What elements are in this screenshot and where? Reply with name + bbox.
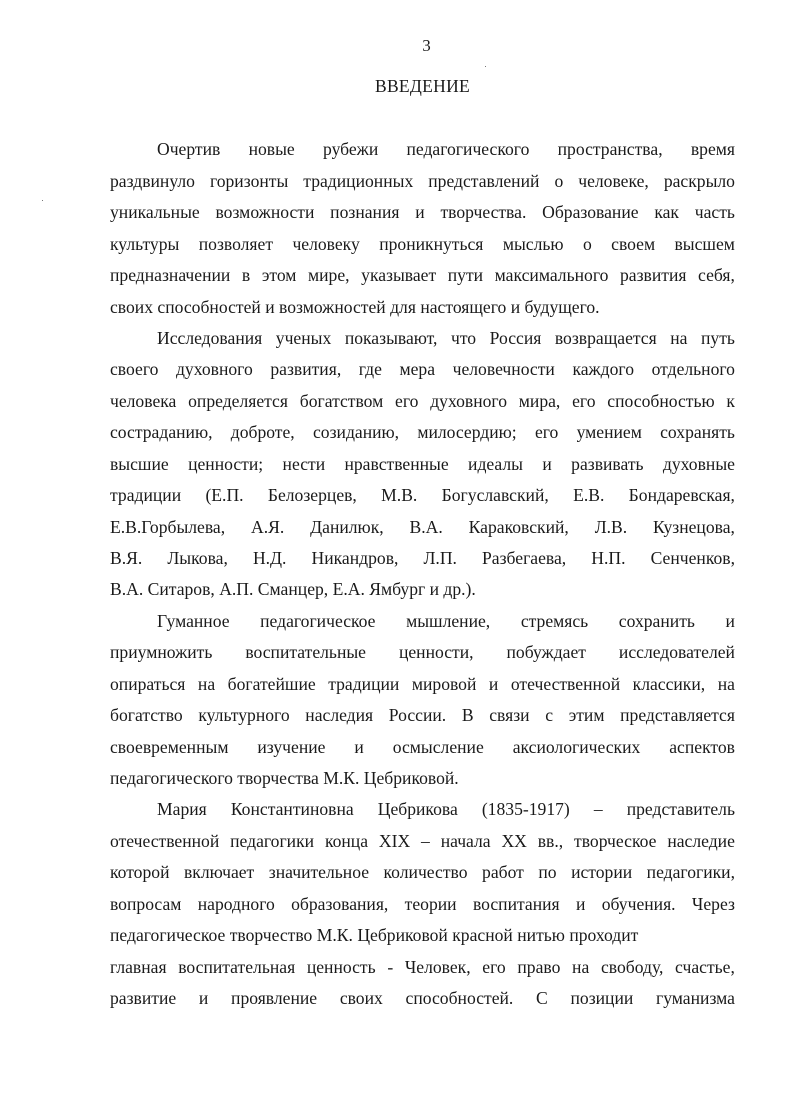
word: своих <box>339 988 383 1008</box>
word: себя, <box>698 265 735 285</box>
word: педагогического <box>406 139 530 159</box>
word: традиционных <box>303 171 414 191</box>
word: Л.П. <box>423 548 457 568</box>
text-line <box>110 956 735 978</box>
word: педагогическое <box>260 611 376 631</box>
word: (1835-1917) <box>481 799 570 819</box>
word: познания <box>330 202 400 222</box>
word: Л.В. <box>594 517 628 537</box>
word: творчества. <box>440 202 527 222</box>
word: педагогики <box>230 831 315 851</box>
word: доброте, <box>230 422 295 442</box>
text-line: педагогическое творчество М.К. Цебриковой красной нитью проходит <box>110 925 639 945</box>
word: каждого <box>572 359 635 379</box>
word: человечности <box>452 359 555 379</box>
text-line <box>110 641 735 663</box>
word: проникнуться <box>379 234 484 254</box>
scan-speck <box>485 66 486 67</box>
word: позиции <box>570 988 634 1008</box>
word: Никандров, <box>311 548 399 568</box>
word: что <box>450 328 477 348</box>
word: традиции <box>110 485 182 505</box>
word: и <box>415 202 425 222</box>
word: своего <box>110 359 159 379</box>
word: Белозерцев, <box>267 485 357 505</box>
word: своем <box>611 234 656 254</box>
word: Разбегаева, <box>482 548 567 568</box>
text-line <box>110 170 735 192</box>
word: конца <box>324 831 369 851</box>
word: состраданию, <box>110 422 213 442</box>
word: вв., <box>537 831 564 851</box>
word: показывают, <box>344 328 438 348</box>
word: вопросам <box>110 894 182 914</box>
word: возможности <box>215 202 315 222</box>
text-line <box>110 201 735 223</box>
word: А.Я. <box>251 517 285 537</box>
word: этим <box>568 705 605 725</box>
text-line: педагогического творчества М.К. Цебриковой. <box>110 768 459 788</box>
text-line <box>157 610 735 632</box>
word: исследователей <box>618 642 735 662</box>
word: время <box>690 139 735 159</box>
page-title: ВВЕДЕНИЕ <box>374 76 471 96</box>
word: Человек, <box>404 957 471 977</box>
text-line <box>110 547 735 569</box>
word: изучение <box>257 737 326 757</box>
word: мышление, <box>406 611 491 631</box>
word: Цебрикова <box>377 799 458 819</box>
word: и <box>542 454 552 474</box>
word: Россия <box>489 328 542 348</box>
word: с <box>545 705 554 725</box>
word: высшие <box>110 454 169 474</box>
word: где <box>358 359 382 379</box>
word: ценности; <box>188 454 264 474</box>
word: Гуманное <box>157 611 230 631</box>
text-line <box>110 484 735 506</box>
word: количество <box>383 862 468 882</box>
word: человеке, <box>578 171 649 191</box>
word: теории <box>404 894 457 914</box>
word: духовного <box>175 359 253 379</box>
word: по <box>538 862 557 882</box>
word: на <box>572 957 590 977</box>
text-line <box>110 421 735 443</box>
word: развивать <box>571 454 644 474</box>
word: Очертив <box>157 139 221 159</box>
page-number: 3 <box>422 36 431 55</box>
word: его <box>482 957 506 977</box>
word: Е.В. <box>573 485 605 505</box>
word: проявление <box>231 988 318 1008</box>
word: Е.В.Горбылева, <box>110 517 226 537</box>
word: наследие <box>667 831 735 851</box>
word: истории <box>571 862 633 882</box>
word: творческое <box>574 831 657 851</box>
text-line <box>110 861 735 883</box>
word: XIX <box>378 831 411 851</box>
word: – <box>593 799 603 819</box>
word: Мария <box>157 799 207 819</box>
word: развития <box>619 265 687 285</box>
word: - <box>387 957 394 977</box>
text-line <box>110 516 735 538</box>
word: развития, <box>270 359 342 379</box>
word: и <box>354 737 364 757</box>
text-line <box>110 830 735 852</box>
word: высшем <box>674 234 735 254</box>
word: этом <box>261 265 297 285</box>
word: Караковский, <box>468 517 569 537</box>
word: сохранять <box>660 422 735 442</box>
text-line <box>110 736 735 758</box>
word: возвращается <box>554 328 657 348</box>
word: опираться <box>110 674 186 694</box>
word: XX <box>501 831 527 851</box>
word: его <box>534 422 559 442</box>
word: Сенченков, <box>650 548 735 568</box>
word: горизонты <box>209 171 289 191</box>
word: духовного <box>430 391 507 411</box>
text-line <box>110 987 735 1009</box>
word: в <box>241 265 251 285</box>
word: которой <box>110 862 170 882</box>
word: осмысление <box>392 737 484 757</box>
word: (Е.П. <box>205 485 244 505</box>
word: идеалы <box>468 454 523 474</box>
word: и <box>575 894 586 914</box>
word: Лыкова, <box>167 548 228 568</box>
word: богатейшие <box>227 674 316 694</box>
word: аксиологических <box>512 737 641 757</box>
word: включает <box>183 862 255 882</box>
word: на <box>670 328 688 348</box>
word: С <box>536 988 548 1008</box>
word: Через <box>691 894 735 914</box>
word: мире, <box>308 265 350 285</box>
text-line <box>110 390 735 412</box>
word: побуждает <box>506 642 586 662</box>
word: сохранить <box>618 611 695 631</box>
word: аспектов <box>669 737 735 757</box>
word: мировой <box>411 674 477 694</box>
word: способностью <box>607 391 715 411</box>
word: позволяет <box>198 234 274 254</box>
word: раскрыло <box>663 171 735 191</box>
word: России. <box>388 705 447 725</box>
word: главная <box>110 957 167 977</box>
word: о <box>582 234 592 254</box>
word: воспитательные <box>245 642 366 662</box>
word: воспитательная <box>178 957 296 977</box>
word: представитель <box>626 799 735 819</box>
word: отечественной <box>510 674 621 694</box>
word: Кузнецова, <box>653 517 735 537</box>
word: нести <box>282 454 326 474</box>
word: Н.П. <box>591 548 626 568</box>
word: приумножить <box>110 642 213 662</box>
word: к <box>726 391 735 411</box>
word: традиции <box>328 674 400 694</box>
word: способностей. <box>405 988 514 1008</box>
word: раздвинуло <box>110 171 195 191</box>
text-line: своих способностей и возможностей для настоящего и будущего. <box>110 297 600 317</box>
word: и <box>725 611 735 631</box>
word: обучения. <box>601 894 676 914</box>
text-line: В.А. Ситаров, А.П. Сманцер, Е.А. Ямбург и др.). <box>110 579 476 599</box>
word: образования, <box>291 894 389 914</box>
word: мира, <box>518 391 561 411</box>
word: богатство <box>110 705 183 725</box>
word: его <box>395 391 419 411</box>
word: значительное <box>268 862 370 882</box>
word: В <box>461 705 474 725</box>
word: милосердию; <box>417 422 517 442</box>
word: представлений <box>428 171 540 191</box>
word: ценности, <box>398 642 474 662</box>
text-line <box>157 798 735 820</box>
word: культурного <box>198 705 290 725</box>
word: Н.Д. <box>252 548 287 568</box>
word: на <box>197 674 216 694</box>
word: нравственные <box>344 454 449 474</box>
word: отечественной <box>110 831 220 851</box>
word: право <box>517 957 561 977</box>
word: Бондаревская, <box>628 485 735 505</box>
word: М.В. <box>381 485 418 505</box>
word: В.А. <box>409 517 443 537</box>
word: ценность <box>306 957 376 977</box>
word: народного <box>197 894 275 914</box>
word: предназначении <box>110 265 231 285</box>
word: педагогики, <box>646 862 735 882</box>
word: пространства, <box>557 139 663 159</box>
word: ученых <box>275 328 332 348</box>
word: Константиновна <box>230 799 354 819</box>
word: и <box>198 988 209 1008</box>
word: работ <box>482 862 524 882</box>
word: как <box>654 202 679 222</box>
word: гуманизма <box>656 988 735 1008</box>
word: его <box>572 391 596 411</box>
word: о <box>554 171 564 191</box>
word: связи <box>489 705 530 725</box>
word: умением <box>576 422 642 442</box>
word: классики, <box>632 674 706 694</box>
scan-speck <box>42 200 43 201</box>
word: начала <box>440 831 491 851</box>
word: своевременным <box>110 737 229 757</box>
text-line <box>157 138 735 160</box>
word: мера <box>399 359 436 379</box>
word: В.Я. <box>110 548 143 568</box>
word: отдельного <box>651 359 735 379</box>
text-line <box>110 704 735 726</box>
word: представляется <box>620 705 735 725</box>
word: уникальные <box>110 202 200 222</box>
word: новые <box>248 139 295 159</box>
text-line <box>110 673 735 695</box>
text-line <box>157 327 735 349</box>
word: человека <box>110 391 177 411</box>
word: мыслью <box>502 234 564 254</box>
text-line <box>110 358 735 380</box>
text-line <box>110 893 735 915</box>
word: богатством <box>299 391 384 411</box>
word: человеку <box>292 234 360 254</box>
word: максимального <box>494 265 609 285</box>
word: и <box>488 674 499 694</box>
word: – <box>421 831 430 851</box>
word: рубежи <box>323 139 379 159</box>
word: Богуславский, <box>441 485 549 505</box>
word: духовные <box>662 454 735 474</box>
text-line <box>110 233 735 255</box>
word: часть <box>694 202 735 222</box>
text-line <box>110 264 735 286</box>
word: развитие <box>110 988 177 1008</box>
word: наследия <box>305 705 374 725</box>
word: указывает <box>361 265 437 285</box>
word: Исследования <box>157 328 263 348</box>
word: Образование <box>542 202 639 222</box>
word: Данилюк, <box>310 517 384 537</box>
word: определяется <box>188 391 288 411</box>
word: стремясь <box>520 611 589 631</box>
text-line <box>110 453 735 475</box>
word: воспитания <box>472 894 560 914</box>
word: путь <box>701 328 735 348</box>
word: счастье, <box>675 957 735 977</box>
word: свободу, <box>600 957 664 977</box>
word: пути <box>447 265 484 285</box>
word: на <box>717 674 735 694</box>
word: культуры <box>110 234 180 254</box>
word: созиданию, <box>312 422 400 442</box>
